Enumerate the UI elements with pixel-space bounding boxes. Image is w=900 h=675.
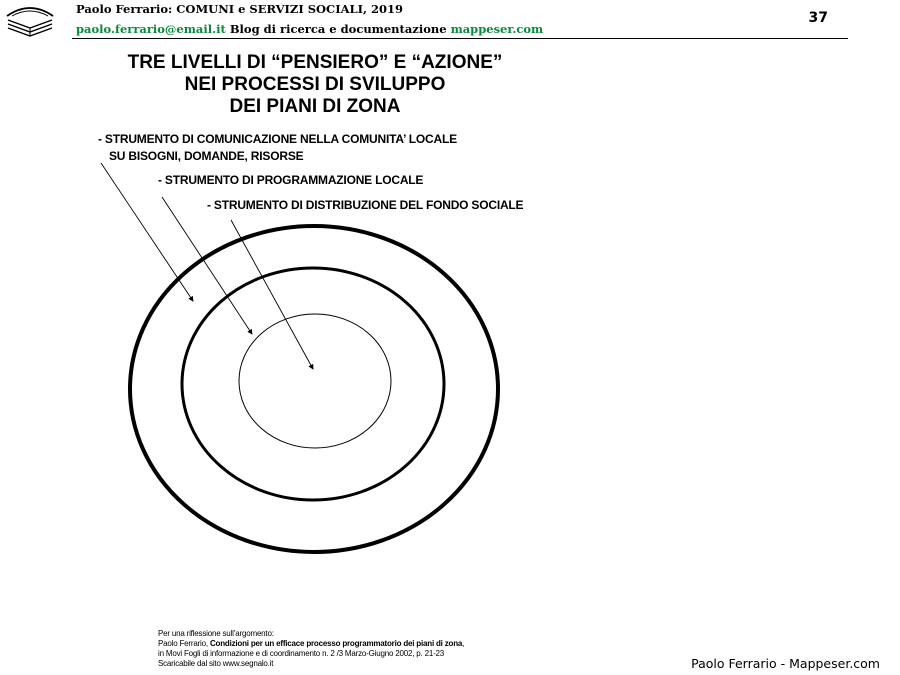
header-blog-text: Blog di ricerca e documentazione (229, 22, 447, 36)
footnote-line-1: Per una riflessione sull’argomento: (158, 629, 274, 638)
item-programming: - STRUMENTO DI PROGRAMMAZIONE LOCALE (158, 173, 424, 187)
middle-circle (182, 268, 444, 500)
header-email-link[interactable]: paolo.ferrario@email.it (76, 22, 226, 36)
arrow-communication (101, 163, 193, 301)
footnote-line-4: Scaricabile dal sito www.segnalo.it (158, 659, 274, 668)
title-line-2: NEI PROCESSI DI SVILUPPO (184, 74, 446, 95)
item-distribution: - STRUMENTO DI DISTRIBUZIONE DEL FONDO SOCIALE (207, 198, 524, 212)
page-number: 37 (808, 10, 828, 26)
item-communication-continued: SU BISOGNI, DOMANDE, RISORSE (109, 149, 304, 163)
title-line-1: TRE LIVELLI DI “PENSIERO” E “AZIONE” (127, 52, 503, 73)
footnote (158, 629, 464, 669)
footnote-line-3: in Movi Fogli di informazione e di coordinamento n. 2 /3 Marzo-Giugno 2002, p. 21-23 (158, 649, 445, 658)
item-communication: - STRUMENTO DI COMUNICAZIONE NELLA COMUNITA’ LOCALE (98, 132, 457, 146)
header-title: Paolo Ferrario: COMUNI e SERVIZI SOCIALI, 2019 (76, 2, 403, 16)
header-site-link[interactable]: mappeser.com (450, 22, 544, 36)
footnote-author: Paolo Ferrario, (158, 639, 210, 648)
arrow-programming (162, 197, 252, 334)
title-line-3: DEI PIANI DI ZONA (229, 96, 401, 117)
footnote-comma: , (462, 639, 465, 648)
footer-credit: Paolo Ferrario - Mappeser.com (691, 656, 880, 671)
footnote-line-2 (158, 639, 464, 649)
inner-circle (239, 314, 391, 448)
footnote-article-title: Condizioni per un efficace processo programmatorio dei piani di zona (209, 639, 463, 648)
arrow-distribution (231, 220, 313, 369)
